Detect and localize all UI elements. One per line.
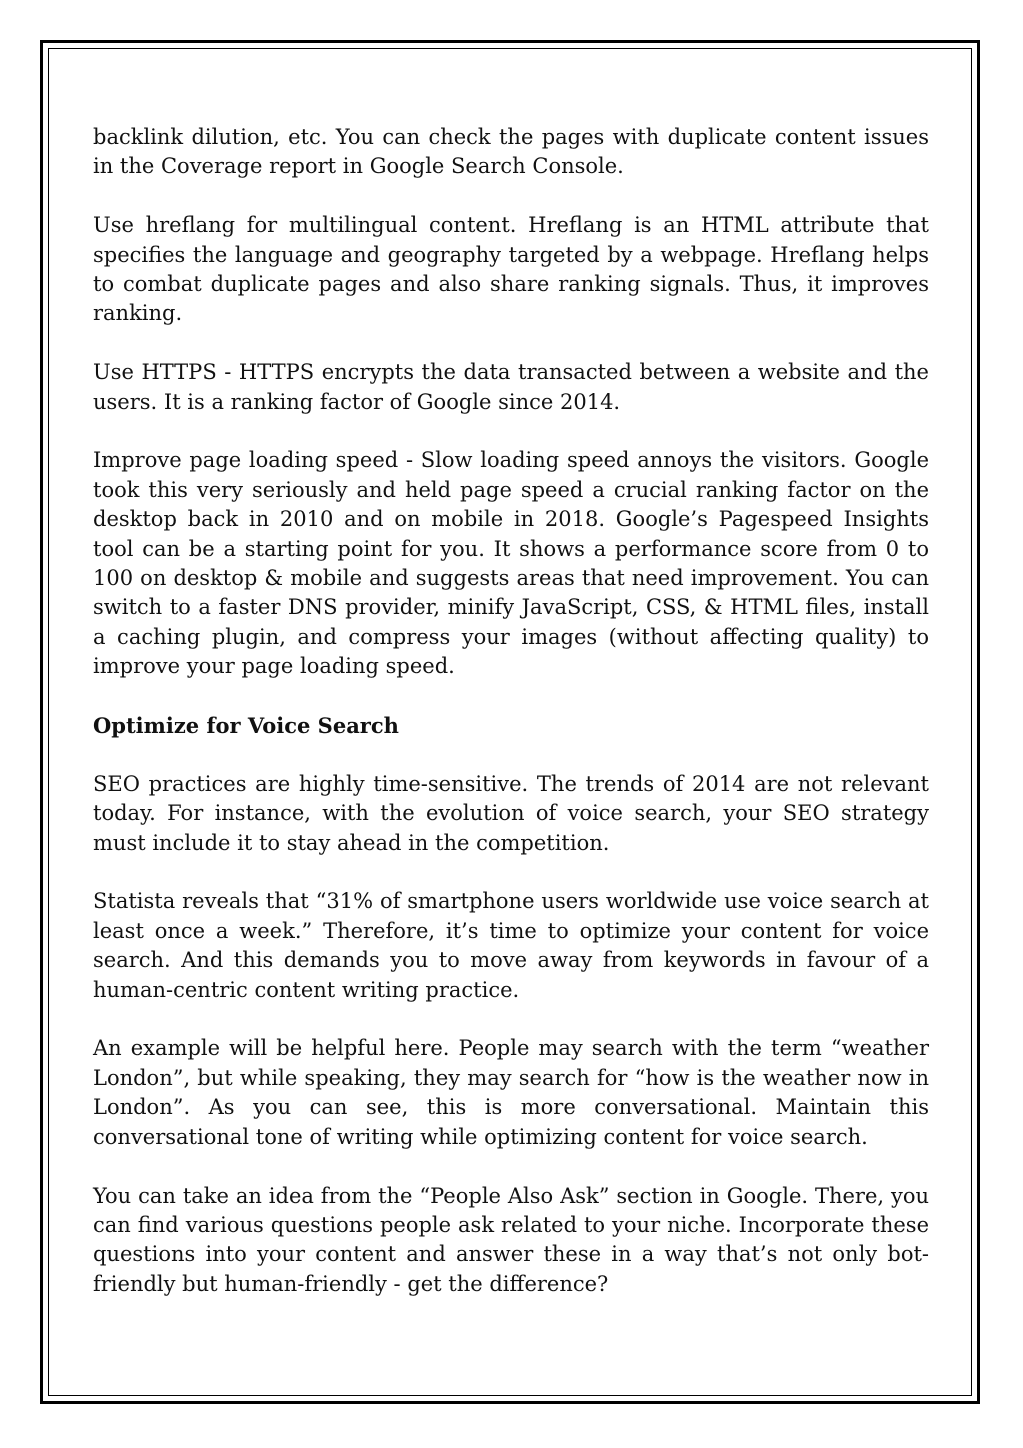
paragraph-statista: Statista reveals that “31% of smartphone users worldwide use voice search at least once a week.” Therefore, it’s time to optimize your content for voice search. And this demands you to move away from keywords in favour of a human-centric content writing practice. (93, 889, 929, 1002)
section-heading-voice-search: Optimize for Voice Search (93, 713, 399, 739)
paragraph-page-speed: Improve page loading speed - Slow loading speed annoys the visitors. Google took this very seriously and held page speed a crucial ranking factor on the desktop back in 2010 and on mobile in 2018. Google’s Pagespeed Insights tool can be a starting point for you. It shows a performance score from 0 to 100 on desktop & mobile and suggests areas that need improvement. You can switch to a faster DNS provider, minify JavaScript, CSS, & HTML files, install a caching plugin, and compress your images (without affecting quality) to improve your page loading speed. (93, 448, 929, 679)
paragraph-people-also-ask: You can take an idea from the “People Also Ask” section in Google. There, you can find various questions people ask related to your niche. Incorporate these questions into your content and answer these in a way that’s not only bot-friendly but human-friendly - get the difference? (93, 1183, 929, 1296)
paragraph-https: Use HTTPS - HTTPS encrypts the data transacted between a website and the users. It is a ranking factor of Google since 2014. (93, 360, 929, 414)
document-body (93, 123, 929, 1329)
paragraph-seo-time-sensitive: SEO practices are highly time-sensitive. The trends of 2014 are not relevant today. For instance, with the evolution of voice search, your SEO strategy must include it to stay ahead in the competition. (93, 771, 929, 855)
paragraph-hreflang: Use hreflang for multilingual content. Hreflang is an HTML attribute that specifies the language and geography targeted by a webpage. Hreflang helps to combat duplicate pages and also share ranking signals. Thus, it improves ranking. (93, 213, 929, 326)
paragraph-example: An example will be helpful here. People may search with the term “weather London”, but while speaking, they may search for “how is the weather now in London”. As you can see, this is more conversational. Maintain this conversational tone of writing while optimizing content for voice search. (93, 1036, 929, 1149)
paragraph-duplicate-content: backlink dilution, etc. You can check the pages with duplicate content issues in the Coverage report in Google Search Console. (93, 125, 929, 179)
